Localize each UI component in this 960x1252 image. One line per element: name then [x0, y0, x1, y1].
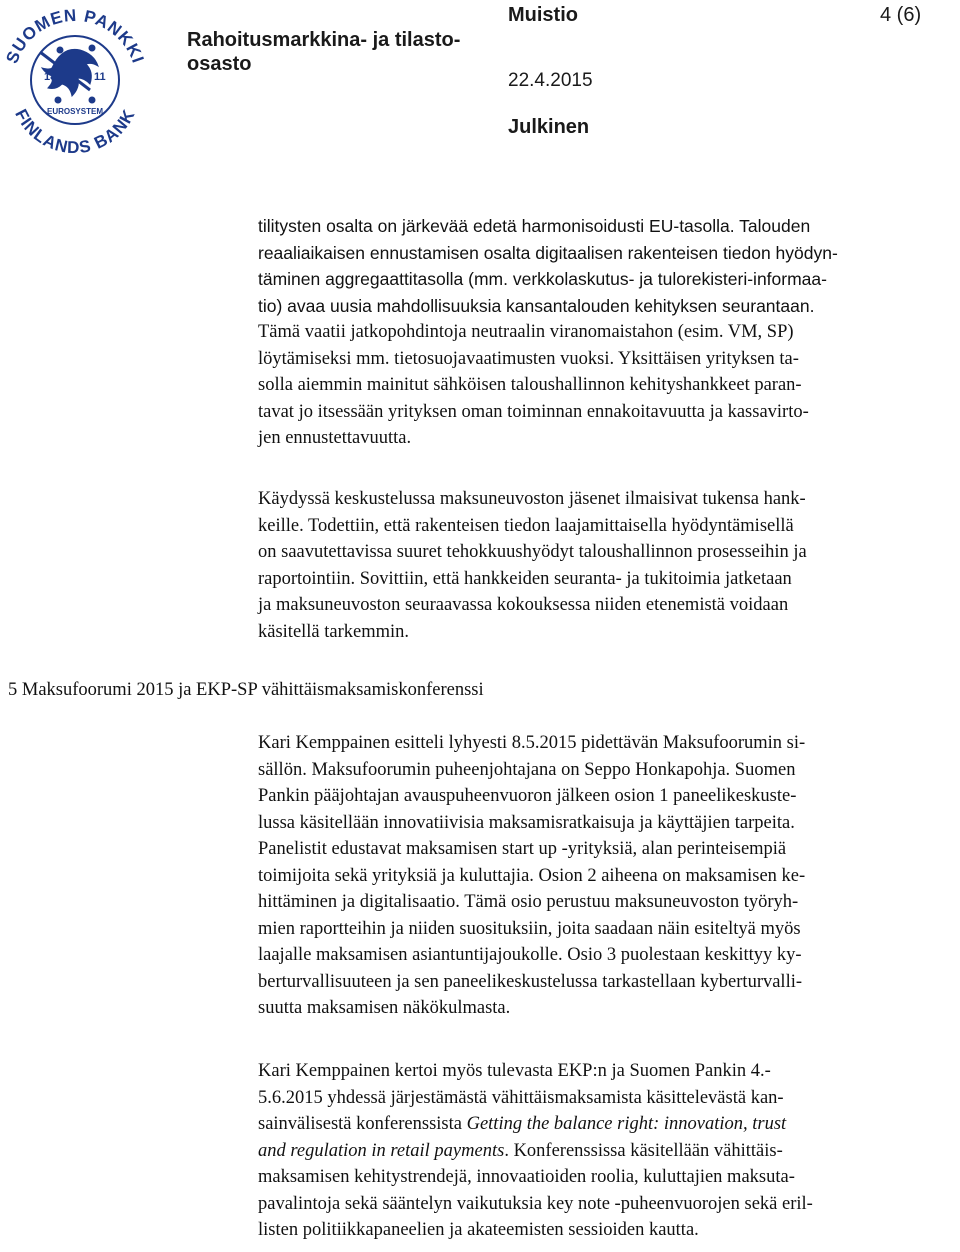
document-type: Muistio	[508, 4, 578, 26]
text-line: Pankin pääjohtajan avauspuheenvuoron jälkeen osion 1 paneelikeskuste-	[258, 786, 797, 806]
paragraph-4	[258, 1058, 958, 1244]
text-line: 5.6.2015 yhdessä järjestämästä vähittäismaksamista käsittelevästä kan-	[258, 1087, 784, 1108]
text-line: Tämä vaatii jatkopohdintoja neutraalin viranomaistahon (esim. VM, SP)	[258, 322, 794, 342]
text-line: reaaliaikaisen ennustamisen osalta digitaalisen rakenteisen tiedon hyödyn-	[258, 242, 838, 263]
text-line: sällön. Maksufoorumin puheenjohtajana on Seppo Honkapohja. Suomen	[258, 759, 796, 780]
text-line: on saavutettavissa suuret tehokkuushyödyt taloushallinnon prosesseihin ja	[258, 542, 807, 562]
conference-title-part-2: and regulation in retail payments	[258, 1140, 505, 1161]
text-line: tilitysten osalta on järkevää edetä harmonisoidusti EU-tasolla. Talouden	[258, 216, 811, 236]
text-line: Kari Kemppainen kertoi myös tulevasta EKP:n ja Suomen Pankin 4.-	[258, 1061, 771, 1081]
text-line: lussa käsitellään innovatiivisia maksamisratkaisuja ja käyttäjien tarpeita.	[258, 812, 795, 833]
conference-title-part-1: Getting the balance right: innovation, trust	[466, 1114, 787, 1134]
text-line: pavalintoja sekä sääntelyn vaikutuksia key note -puheenvuorojen sekä eril-	[258, 1193, 813, 1214]
text-line: käsitellä tarkemmin.	[258, 621, 410, 642]
document-date: 22.4.2015	[508, 70, 593, 91]
text-segment: sainvälisestä konferenssista	[258, 1114, 467, 1134]
text-line: Käydyssä keskustelussa maksuneuvoston jäsenet ilmaisivat tukensa hank-	[258, 489, 806, 509]
text-line: toimijoita sekä yrityksiä ja kuluttajia. Osion 2 aiheena on maksamisen ke-	[258, 865, 806, 886]
department-name: Rahoitusmarkkina- ja tilasto-osasto	[187, 29, 461, 75]
text-line: mien raportteihin ja niiden suosituksiin, joita saadaan näin esiteltyä myös	[258, 918, 801, 939]
text-line	[258, 1138, 958, 1165]
text-line: berturvallisuuteen ja sen paneelikeskustelussa tarkastellaan kyberturvalli-	[258, 971, 803, 992]
text-line: tavat jo itsessään yrityksen oman toiminnan ennakoitavuutta ja kassavirto-	[258, 401, 809, 422]
text-line: jen ennustettavuutta.	[258, 428, 412, 448]
logo-year-right: 11	[94, 71, 106, 83]
logo-text-top: SUOMEN PANKKI	[2, 5, 148, 67]
text-segment: . Konferenssissa käsitellään vähittäis-	[504, 1140, 783, 1161]
text-line: laajalle maksamisen asiantuntijajoukolle. Osio 3 puolestaan keskittyy ky-	[258, 945, 802, 965]
text-line: löytämiseksi mm. tietosuojavaatimusten vuoksi. Yksittäisen yrityksen ta-	[258, 348, 799, 369]
classification: Julkinen	[508, 116, 590, 138]
text-line: Kari Kemppainen esitteli lyhyesti 8.5.2015 pidettävän Maksufoorumin si-	[258, 733, 806, 753]
text-line: Panelistit edustavat maksamisen start up -yrityksiä, alan perinteisempiä	[258, 839, 787, 859]
logo-eurosystem: EUROSYSTEM	[46, 107, 104, 116]
text-line: raportointiin. Sovittiin, että hankkeiden seuranta- ja tukitoimia jatketaan	[258, 568, 792, 589]
text-line: maksamisen kehitystrendejä, innovaatioiden roolia, kuluttajien maksuta-	[258, 1167, 795, 1187]
text-line: hittäminen ja digitalisaatio. Tämä osio perustuu maksuneuvoston työryh-	[258, 892, 799, 912]
text-line	[258, 1111, 958, 1138]
section-5-heading: 5 Maksufoorumi 2015 ja EKP-SP vähittäismaksamiskonferenssi	[8, 680, 484, 700]
text-line: täminen aggregaattitasolla (mm. verkkolaskutus- ja tulorekisteri-informaa-	[258, 269, 827, 289]
logo-year-left: 18	[44, 71, 57, 83]
text-line: suutta maksamisen näkökulmasta.	[258, 998, 511, 1018]
text-line: tio) avaa uusia mahdollisuuksia kansantalouden kehityksen seurantaan.	[258, 295, 815, 316]
paragraph-3	[258, 730, 958, 1022]
suomen-pankki-logo	[0, 0, 150, 155]
paragraph-2	[258, 486, 958, 645]
paragraph-1	[258, 213, 958, 452]
logo-text-bottom: FINLANDS BANK	[11, 105, 139, 155]
text-line: listen politiikkapaneelien ja akateemisten sessioiden kautta.	[258, 1220, 699, 1240]
text-line: ja maksuneuvoston seuraavassa kokouksessa niiden etenemistä voidaan	[258, 595, 789, 615]
text-line: solla aiemmin mainitut sähköisen taloushallinnon kehityshankkeet paran-	[258, 375, 802, 395]
page-number: 4 (6)	[880, 4, 922, 26]
text-line: keille. Todettiin, että rakenteisen tiedon laajamittaisella hyödyntämisellä	[258, 515, 794, 536]
